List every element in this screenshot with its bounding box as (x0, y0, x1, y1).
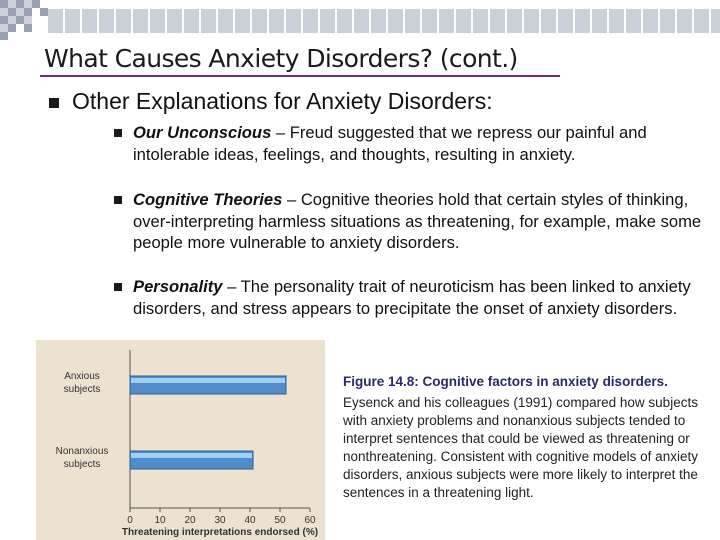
figure-caption-body: Eysenck and his colleagues (1991) compared how subjects with anxiety problems and nonanxious subjects tended to interpret sentences that could be viewed as threatening or nonthreatening. Consistent with cognitive models of anxiety disorders, anxious subjects were more likely to interpret the sentences in a threatening light. (343, 395, 698, 500)
category-label: subjects (63, 384, 101, 395)
figure-caption-title: Figure 14.8: Cognitive factors in anxiety disorders. (343, 374, 668, 389)
text-unconscious: – Freud suggested that we repress our painful and intolerable ideas, feelings, and thoughts, resulting in anxiety. (133, 123, 647, 164)
bullet-marker (114, 196, 122, 204)
x-tick-label: 40 (244, 515, 256, 526)
title-underline (40, 75, 560, 77)
slide-title: What Causes Anxiety Disorders? (cont.) (44, 44, 518, 73)
chart-panel (36, 340, 325, 540)
bullet-marker (114, 283, 122, 291)
bullet-marker (114, 129, 122, 137)
sub-bullet-personality (133, 276, 713, 319)
term-cognitive: Cognitive Theories (133, 190, 283, 209)
bar-highlight (131, 378, 285, 383)
x-tick-label: 60 (304, 515, 316, 526)
bar-chart (36, 340, 325, 540)
sub-bullet-cognitive (133, 189, 713, 254)
header-stripe (48, 9, 720, 33)
main-bullet: Other Explanations for Anxiety Disorders: (72, 88, 493, 114)
x-tick-label: 30 (214, 515, 226, 526)
term-unconscious: Our Unconscious (133, 123, 272, 142)
text-cognitive: – Cognitive theories hold that certain styles of thinking, over-interpreting harmless situations as threatening, for example, make some people more vulnerable to anxiety disorders. (133, 190, 702, 252)
category-label: Nonanxious (55, 446, 109, 457)
category-label: Anxious (64, 371, 100, 382)
sub-bullet-unconscious (133, 122, 713, 165)
x-tick-label: 0 (127, 515, 133, 526)
x-tick-label: 10 (154, 515, 166, 526)
x-axis-label: Threatening interpretations endorsed (%) (121, 527, 319, 538)
x-tick-label: 50 (274, 515, 286, 526)
x-tick-label: 20 (184, 515, 196, 526)
text-personality: – The personality trait of neuroticism has been linked to anxiety disorders, and stress appears to precipitate the onset of anxiety disorders. (133, 277, 691, 318)
bullet-marker (49, 98, 59, 108)
category-label: subjects (63, 459, 101, 470)
term-personality: Personality (133, 277, 223, 296)
bar-highlight (131, 453, 252, 458)
